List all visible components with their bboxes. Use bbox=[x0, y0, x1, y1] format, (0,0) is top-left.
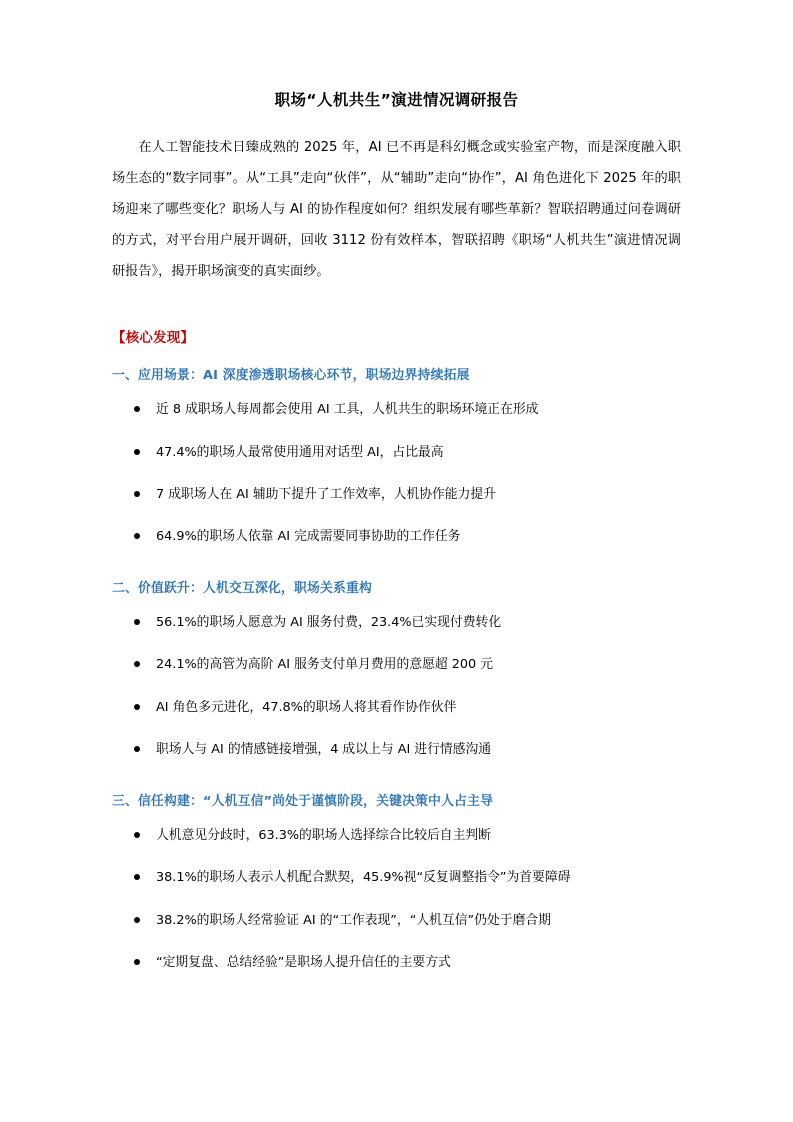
section-1 bbox=[112, 364, 681, 559]
core-findings-heading: 【核心发现】 bbox=[112, 331, 195, 347]
list-item: “定期复盘、总结经验”是职场人提升信任的主要方式 bbox=[112, 942, 681, 984]
list-item: 64.9%的职场人依靠 AI 完成需要同事协助的工作任务 bbox=[112, 516, 681, 558]
list-item: 38.2%的职场人经常验证 AI 的“工作表现”，“人机互信”仍处于磨合期 bbox=[112, 900, 681, 942]
section-2 bbox=[112, 577, 681, 772]
section-2-list bbox=[112, 602, 681, 772]
page-title: 职场“人机共生”演进情况调研报告 bbox=[274, 91, 519, 109]
list-item: 近 8 成职场人每周都会使用 AI 工具，人机共生的职场环境正在形成 bbox=[112, 389, 681, 431]
intro-paragraph: 在人工智能技术日臻成熟的 2025 年，AI 已不再是科幻概念或实验室产物，而是深度融入职场生态的“数字同事”。从“工具”走向“伙伴”，从“辅助”走向“协作”，AI 角色进化下 2025 年的职场迎来了哪些变化？职场人与 AI 的协作程度如何？组织发展有哪些革新？智联招聘通过问卷调研的方式，对平台用户展开调研，回收 3112 份有效样本，智联招聘《职场“人机共生”演进情况调研报告》，揭开职场演变的真实面纱。 bbox=[112, 140, 681, 280]
spacer bbox=[112, 287, 681, 327]
section-1-heading: 一、应用场景：AI 深度渗透职场核心环节，职场边界持续拓展 bbox=[112, 368, 470, 384]
list-item: 38.1%的职场人表示人机配合默契，45.9%视“反复调整指令”为首要障碍 bbox=[112, 857, 681, 899]
section-1-list bbox=[112, 389, 681, 559]
list-item: 47.4%的职场人最常使用通用对话型 AI，占比最高 bbox=[112, 432, 681, 474]
section-3-heading: 三、信任构建：“人机互信”尚处于谨慎阶段，关键决策中人占主导 bbox=[112, 793, 494, 809]
list-item: 56.1%的职场人愿意为 AI 服务付费，23.4%已实现付费转化 bbox=[112, 602, 681, 644]
section-3 bbox=[112, 790, 681, 985]
list-item: 7 成职场人在 AI 辅助下提升了工作效率，人机协作能力提升 bbox=[112, 474, 681, 516]
list-item: 人机意见分歧时，63.3%的职场人选择综合比较后自主判断 bbox=[112, 815, 681, 857]
list-item: 职场人与 AI 的情感链接增强，4 成以上与 AI 进行情感沟通 bbox=[112, 729, 681, 771]
section-2-heading: 二、价值跃升：人机交互深化，职场关系重构 bbox=[112, 580, 372, 596]
list-item: 24.1%的高管为高阶 AI 服务支付单月费用的意愿超 200 元 bbox=[112, 644, 681, 686]
section-3-list bbox=[112, 815, 681, 985]
list-item: AI 角色多元进化，47.8%的职场人将其看作协作伙伴 bbox=[112, 687, 681, 729]
